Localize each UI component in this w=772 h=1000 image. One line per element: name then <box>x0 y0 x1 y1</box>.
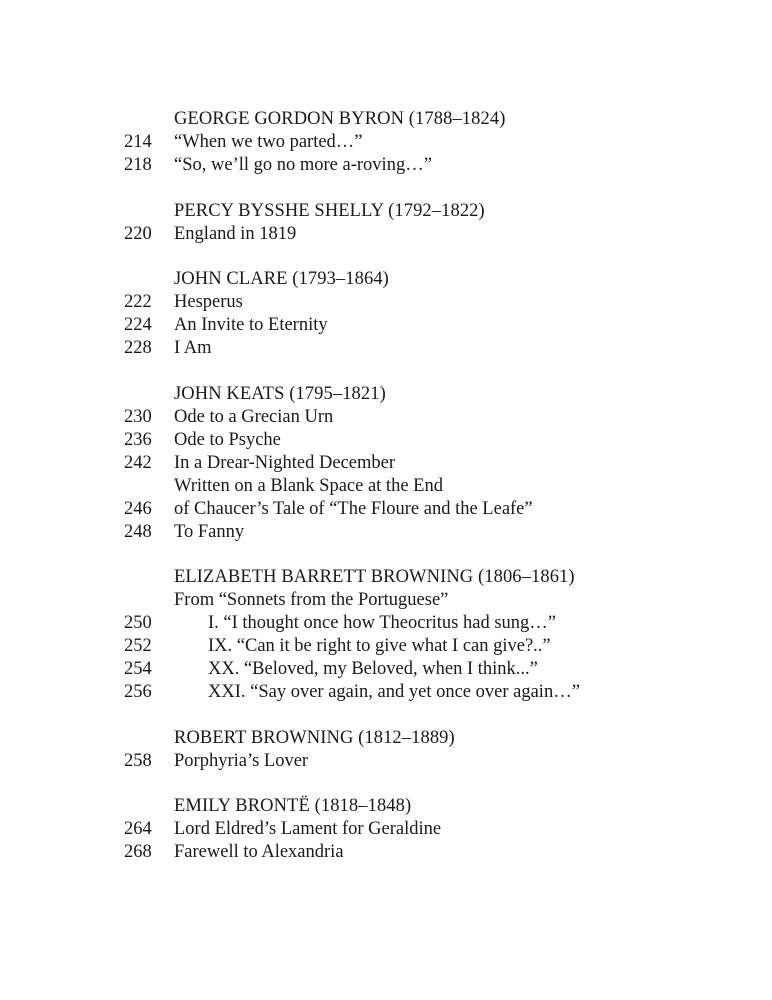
page-number: 242 <box>124 452 152 473</box>
table-of-contents <box>0 108 772 887</box>
author-heading: PERCY BYSSHE SHELLY (1792–1822) <box>174 200 485 221</box>
author-section <box>0 795 772 864</box>
page-number: 218 <box>124 155 152 175</box>
page-number: 258 <box>124 750 152 771</box>
page-number: 236 <box>124 429 152 450</box>
author-heading-row <box>0 566 772 589</box>
toc-entry <box>0 314 772 337</box>
author-section <box>0 566 772 704</box>
toc-entry <box>0 475 772 498</box>
poem-title: From “Sonnets from the Portuguese” <box>174 590 449 610</box>
author-heading: EMILY BRONTË (1818–1848) <box>174 796 412 816</box>
author-heading: JOHN KEATS (1795–1821) <box>174 383 386 404</box>
toc-entry <box>0 154 772 177</box>
page-number: 254 <box>124 659 152 679</box>
author-heading-row <box>0 200 772 223</box>
toc-entry <box>0 498 772 521</box>
poem-title: XX. “Beloved, my Beloved, when I think...” <box>208 659 538 679</box>
poem-title: Written on a Blank Space at the End <box>174 475 443 496</box>
toc-entry <box>0 521 772 544</box>
page-number: 228 <box>124 338 152 358</box>
author-section <box>0 200 772 246</box>
author-heading-row <box>0 108 772 131</box>
page-number: 222 <box>124 292 152 312</box>
toc-entry <box>0 841 772 864</box>
author-section <box>0 383 772 544</box>
poem-title: “So, we’ll go no more a-roving…” <box>174 155 432 175</box>
toc-entry <box>0 223 772 246</box>
toc-entry <box>0 337 772 360</box>
poem-title: Farewell to Alexandria <box>174 842 344 862</box>
poem-title: I. “I thought once how Theocritus had sung…” <box>208 613 556 633</box>
poem-title: of Chaucer’s Tale of “The Floure and the Leafe” <box>174 498 533 519</box>
poem-title: IX. “Can it be right to give what I can give?..” <box>208 636 551 656</box>
page-number: 220 <box>124 223 152 244</box>
poem-title: Ode to Psyche <box>174 429 281 450</box>
poem-title: England in 1819 <box>174 223 297 244</box>
toc-entry <box>0 291 772 314</box>
author-section <box>0 727 772 773</box>
author-heading-row <box>0 795 772 818</box>
page-number: 214 <box>124 132 152 152</box>
toc-entry <box>0 750 772 773</box>
toc-entry <box>0 452 772 475</box>
toc-entry <box>0 406 772 429</box>
author-heading: GEORGE GORDON BYRON (1788–1824) <box>174 109 506 129</box>
poem-title: In a Drear-Nighted December <box>174 452 395 473</box>
poem-title: An Invite to Eternity <box>174 315 328 335</box>
author-section <box>0 108 772 177</box>
page-number: 224 <box>124 315 152 335</box>
toc-entry <box>0 658 772 681</box>
poem-title: I Am <box>174 338 212 358</box>
poem-title: Hesperus <box>174 292 243 312</box>
page-number: 264 <box>124 819 152 839</box>
toc-entry <box>0 612 772 635</box>
page-number: 250 <box>124 613 152 633</box>
author-heading-row <box>0 727 772 750</box>
toc-entry <box>0 429 772 452</box>
poem-title: “When we two parted…” <box>174 132 363 152</box>
poem-title: Ode to a Grecian Urn <box>174 406 334 427</box>
page-number: 268 <box>124 842 152 862</box>
author-heading-row <box>0 268 772 291</box>
author-heading: ROBERT BROWNING (1812–1889) <box>174 727 455 748</box>
poem-title: Lord Eldred’s Lament for Geraldine <box>174 819 442 839</box>
page-number: 252 <box>124 636 152 656</box>
page-number: 248 <box>124 521 152 542</box>
author-heading: JOHN CLARE (1793–1864) <box>174 269 389 289</box>
page-number: 230 <box>124 406 152 427</box>
author-section <box>0 268 772 360</box>
page-number: 246 <box>124 498 152 519</box>
poem-title: XXI. “Say over again, and yet once over again…” <box>208 682 580 702</box>
toc-entry <box>0 635 772 658</box>
toc-entry <box>0 589 772 612</box>
toc-entry <box>0 681 772 704</box>
page-number: 256 <box>124 682 152 702</box>
poem-title: To Fanny <box>174 521 245 542</box>
toc-entry <box>0 131 772 154</box>
toc-entry <box>0 818 772 841</box>
author-heading-row <box>0 383 772 406</box>
author-heading: ELIZABETH BARRETT BROWNING (1806–1861) <box>174 567 575 587</box>
poem-title: Porphyria’s Lover <box>174 750 309 771</box>
